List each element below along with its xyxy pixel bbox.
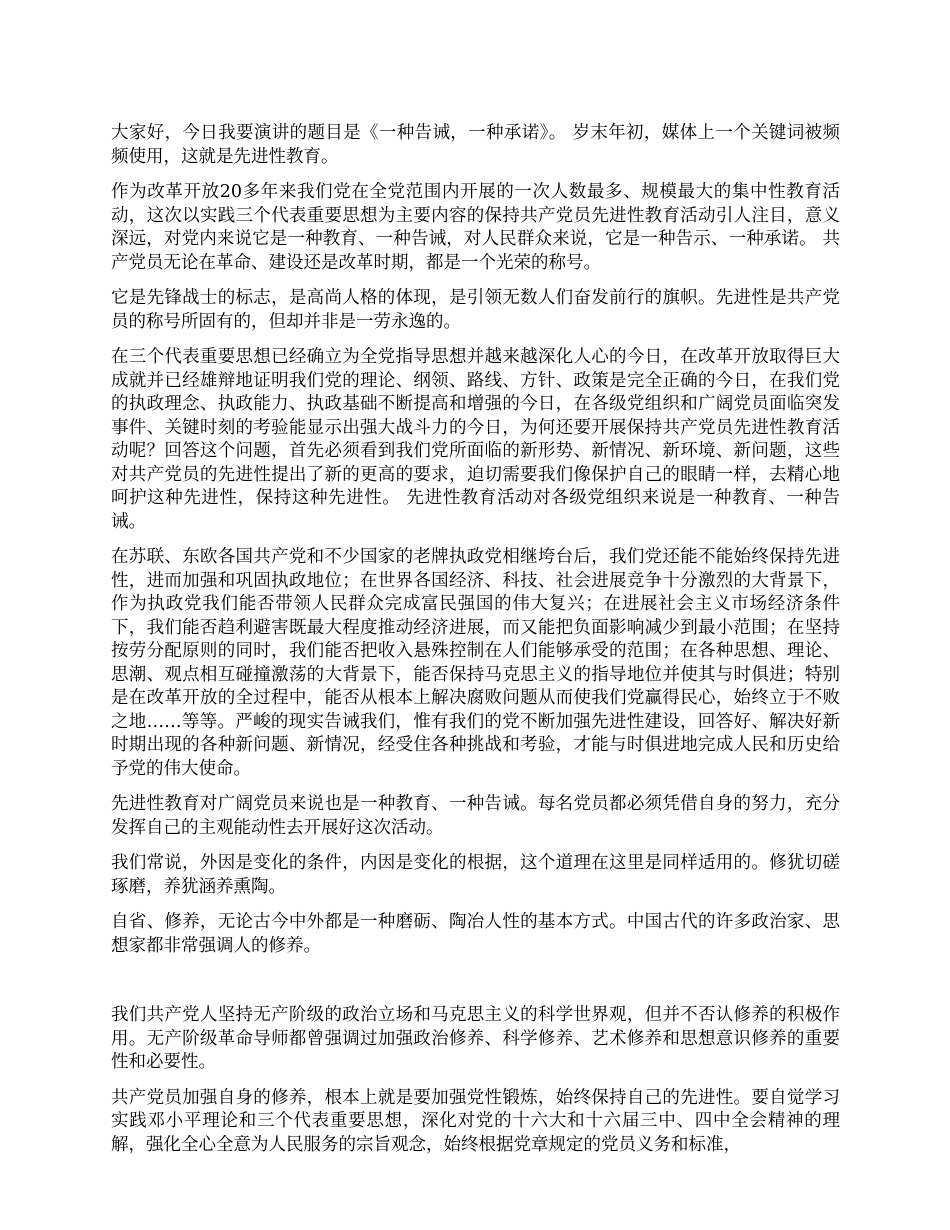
- paragraph-spacer: [111, 970, 840, 1004]
- paragraph-1: 大家好，今日我要演讲的题目是《一种告诫，一种承诺》。 岁末年初，媒体上一个关键词被频频使用，这就是先进性教育。: [111, 123, 840, 167]
- paragraph-5: 在苏联、东欧各国共产党和不少国家的老牌执政党相继垮台后，我们党还能不能始终保持先进性，进而加强和巩固执政地位；在世界各国经济、科技、社会进展竞争十分激烈的大背景下，作为执政党我们能否带领人民群众完成富民强国的伟大复兴；在进展社会主义市场经济条件下，我们能否趋利避害既最大程度推动经济进展，而又能把负面影响减少到最小范围；在坚持按劳分配原则的同时，我们能否把收入悬殊控制在人们能够承受的范围；在各种思想、理论、思潮、观点相互碰撞激荡的大背景下，能否保持马克思主义的指导地位并使其与时俱进；特别是在改革开放的全过程中，能否从根本上解决腐败问题从而使我们党赢得民心，始终立于不败之地……等等。严峻的现实告诫我们，惟有我们的党不断加强先进性建设，回答好、解决好新时期出现的各种新问题、新情况，经受住各种挑战和考验，才能与时俱进地完成人民和历史给予党的伟大使命。: [111, 547, 840, 779]
- paragraph-3: 它是先锋战士的标志，是高尚人格的体现，是引领无数人们奋发前行的旗帜。先进性是共产党员的称号所固有的，但却并非是一劳永逸的。: [111, 288, 840, 332]
- paragraph-10: 共产党员加强自身的修养，根本上就是要加强党性锻炼，始终保持自己的先进性。要自觉学习实践邓小平理论和三个代表重要思想，深化对党的十六大和十六届三中、四中全会精神的理解，强化全心全意为人民服务的宗旨观念，始终根据党章规定的党员义务和标准，: [111, 1087, 840, 1155]
- document-body: [111, 122, 840, 1169]
- paragraph-6: 先进性教育对广阔党员来说也是一种教育、一种告诫。每名党员都必须凭借自身的努力，充分发挥自己的主观能动性去开展好这次活动。: [111, 794, 840, 838]
- paragraph-7: 我们常说，外因是变化的条件，内因是变化的根据，这个道理在这里是同样适用的。修犹切磋琢磨，养犹涵养熏陶。: [111, 853, 840, 897]
- paragraph-9: 我们共产党人坚持无产阶级的政治立场和马克思主义的科学世界观，但并不否认修养的积极作用。无产阶级革命导师都曾强调过加强政治修养、科学修养、艺术修养和思想意识修养的重要性和必要性。: [111, 1005, 840, 1072]
- paragraph-8: 自省、修养，无论古今中外都是一种磨砺、陶冶人性的基本方式。中国古代的许多政治家、思想家都非常强调人的修养。: [111, 912, 840, 956]
- paragraph-4: 在三个代表重要思想已经确立为全党指导思想并越来越深化人心的今日，在改革开放取得巨大成就并已经雄辩地证明我们党的理论、纲领、路线、方针、政策是完全正确的今日，在我们党的执政理念、执政能力、执政基础不断提高和增强的今日，在各级党组织和广阔党员面临突发事件、关键时刻的考验能显示出强大战斗力的今日，为何还要开展保持共产党员先进性教育活动呢？回答这个问题，首先必须看到我们党所面临的新形势、新情况、新环境、新问题，这些对共产党员的先进性提出了新的更高的要求，迫切需要我们像保护自己的眼睛一样，去精心地呵护这种先进性，保持这种先进性。 先进性教育活动对各级党组织来说是一种教育、一种告诫。: [111, 347, 840, 532]
- paragraph-2: 作为改革开放20多年来我们党在全党范围内开展的一次人数最多、规模最大的集中性教育活动，这次以实践三个代表重要思想为主要内容的保持共产党员先进性教育活动引人注目，意义深远，对党内来说它是一种教育、一种告诫，对人民群众来说，它是一种告示、一种承诺。 共产党员无论在革命、建设还是改革时期，都是一个光荣的称号。: [111, 182, 840, 273]
